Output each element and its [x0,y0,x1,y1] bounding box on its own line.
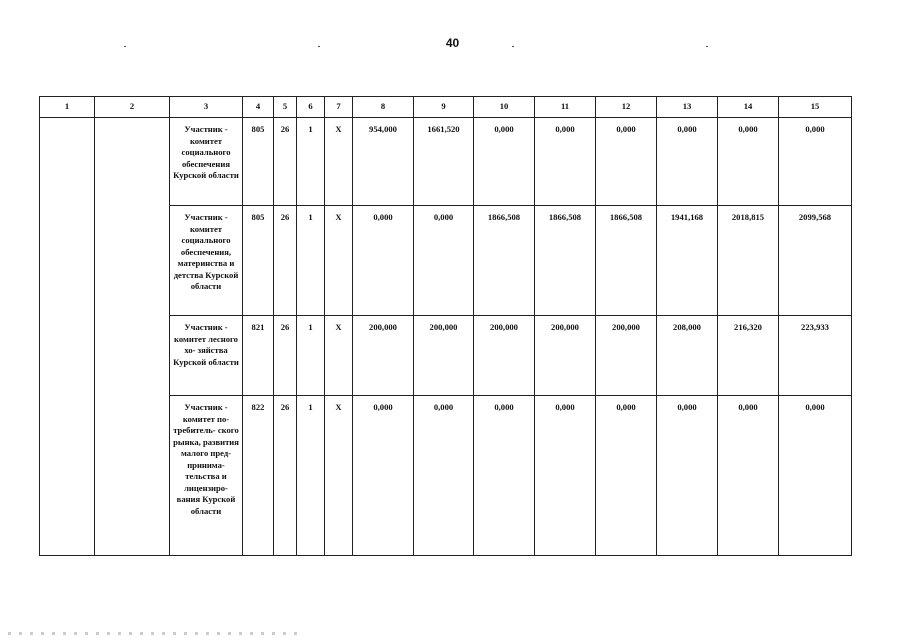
table-cell: 26 [274,396,297,556]
column-header: 9 [414,97,474,118]
table-cell: 1866,508 [474,206,535,316]
participant-cell: Участник - комитет лесного хо- зяйства Курской области [170,316,243,396]
column-header: 8 [353,97,414,118]
column-header: 10 [474,97,535,118]
column-header: 13 [657,97,718,118]
scan-speck [512,46,514,47]
table-cell: 0,000 [596,118,657,206]
table-cell: 1 [297,206,325,316]
table-cell: 0,000 [474,396,535,556]
table-cell: 2099,568 [779,206,852,316]
table-cell: 200,000 [414,316,474,396]
table-cell: 0,000 [596,396,657,556]
scan-noise [8,632,298,635]
table-cell: 0,000 [535,396,596,556]
table-cell: 200,000 [474,316,535,396]
column-header: 12 [596,97,657,118]
scan-speck [124,46,126,47]
column-header: 3 [170,97,243,118]
table-cell: 208,000 [657,316,718,396]
table-cell: 200,000 [596,316,657,396]
participant-cell: Участник - комитет социального обеспечения Курской области [170,118,243,206]
table-cell: 0,000 [718,396,779,556]
table-cell: 0,000 [414,206,474,316]
table-cell: 0,000 [779,396,852,556]
page-number: 40 [445,36,460,50]
table-cell: 1941,168 [657,206,718,316]
table-cell: X [325,206,353,316]
table-cell: 26 [274,316,297,396]
column-header: 6 [297,97,325,118]
column-header: 4 [243,97,274,118]
merged-cell-col1 [40,118,95,556]
table-cell: 805 [243,118,274,206]
table-cell: 0,000 [414,396,474,556]
table-cell: 0,000 [657,118,718,206]
table-cell: 0,000 [353,396,414,556]
budget-table [39,96,852,556]
table-cell: 223,933 [779,316,852,396]
table-cell: 2018,815 [718,206,779,316]
table-cell: 1 [297,118,325,206]
table-cell: 1866,508 [535,206,596,316]
table-cell: 200,000 [535,316,596,396]
table-cell: 821 [243,316,274,396]
table-cell: 0,000 [718,118,779,206]
column-header: 11 [535,97,596,118]
table-cell: 200,000 [353,316,414,396]
column-header: 2 [95,97,170,118]
scan-speck [318,46,320,47]
column-header: 14 [718,97,779,118]
participant-cell: Участник - комитет по- требитель- ского рынка, развития малого пред- принима- тельства и лицензиро- вания Курской области [170,396,243,556]
table-cell: 1 [297,316,325,396]
scan-speck [706,46,708,47]
table-cell: 26 [274,118,297,206]
header-row [40,97,852,118]
table-cell: 0,000 [353,206,414,316]
participant-cell: Участник - комитет социального обеспечения, материнства и детства Курской области [170,206,243,316]
column-header: 1 [40,97,95,118]
table-cell: 805 [243,206,274,316]
merged-cell-col2 [95,118,170,556]
table-cell: 0,000 [657,396,718,556]
table-cell: X [325,396,353,556]
table-cell: 822 [243,396,274,556]
column-header: 7 [325,97,353,118]
table-cell: X [325,118,353,206]
table-cell: 0,000 [535,118,596,206]
table-cell: 1 [297,396,325,556]
table-cell: 954,000 [353,118,414,206]
table-cell: 26 [274,206,297,316]
table-cell: 0,000 [779,118,852,206]
table-cell: X [325,316,353,396]
table-cell: 1866,508 [596,206,657,316]
table-cell: 1661,520 [414,118,474,206]
column-header: 15 [779,97,852,118]
column-header: 5 [274,97,297,118]
table-row [40,118,852,206]
table-cell: 0,000 [474,118,535,206]
table-cell: 216,320 [718,316,779,396]
